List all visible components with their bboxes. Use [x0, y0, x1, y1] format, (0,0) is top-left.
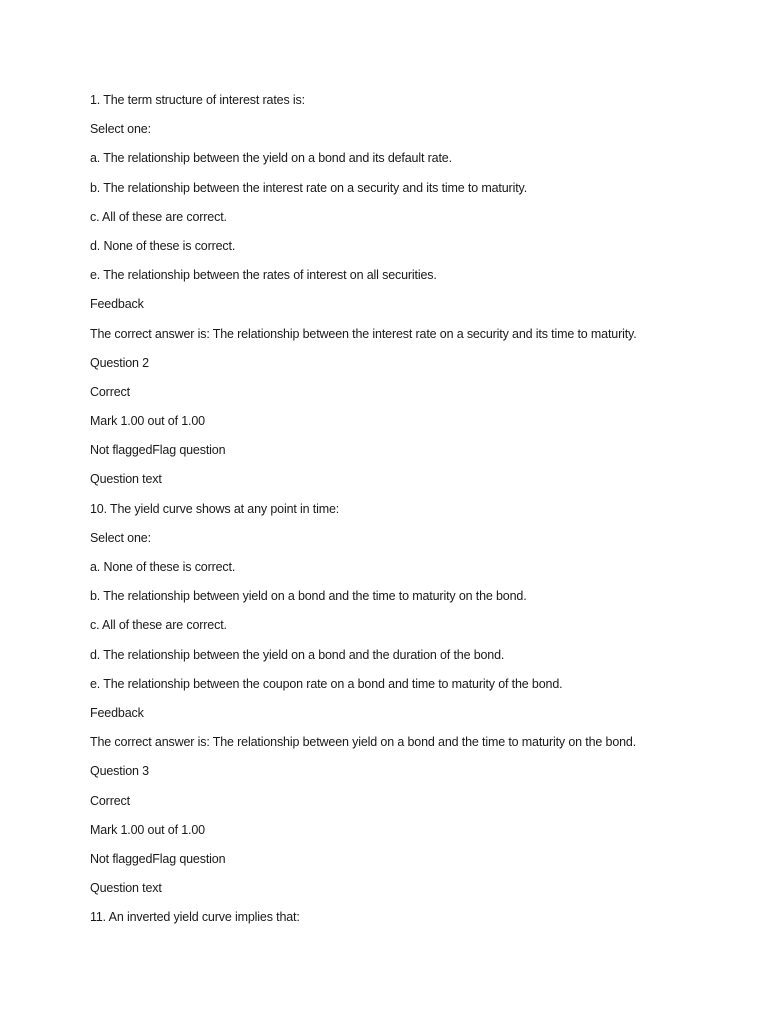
- question-1-option-b: b. The relationship between the interest rate on a security and its time to maturity.: [90, 180, 528, 195]
- question-2-text-label: Question text: [90, 472, 162, 487]
- question-1-option-a: a. The relationship between the yield on a bond and its default rate.: [90, 151, 452, 166]
- document-body: [90, 93, 730, 939]
- question-10-option-a: a. None of these is correct.: [90, 560, 236, 574]
- question-1-option-d: d. None of these is correct.: [90, 238, 236, 253]
- question-10-correct-answer: The correct answer is: The relationship between yield on a bond and the time to maturity on the bond.: [90, 735, 637, 750]
- question-3-heading: Question 3: [90, 764, 149, 779]
- question-3-status: Correct: [90, 793, 130, 808]
- question-10-option-d: d. The relationship between the yield on a bond and the duration of the bond.: [90, 647, 505, 662]
- question-10-stem: 10. The yield curve shows at any point in time:: [90, 501, 340, 516]
- question-2-mark: Mark 1.00 out of 1.00: [90, 414, 205, 429]
- question-2-heading: Question 2: [90, 355, 149, 370]
- question-10-option-e: e. The relationship between the coupon rate on a bond and time to maturity of the bond.: [90, 676, 563, 691]
- question-2-status: Correct: [90, 384, 130, 399]
- feedback-heading: Feedback: [90, 705, 144, 720]
- question-1-stem: 1. The term structure of interest rates is:: [90, 93, 305, 107]
- question-1-option-e: e. The relationship between the rates of interest on all securities.: [90, 268, 437, 283]
- question-3-mark: Mark 1.00 out of 1.00: [90, 822, 205, 837]
- question-2-flag-text: Not flaggedFlag question: [90, 443, 226, 458]
- question-3-text-label: Question text: [90, 881, 162, 896]
- question-1-option-c: c. All of these are correct.: [90, 209, 227, 224]
- question-10-option-b: b. The relationship between yield on a bond and the time to maturity on the bond.: [90, 589, 527, 604]
- select-one-label: Select one:: [90, 530, 151, 545]
- question-1-correct-answer: The correct answer is: The relationship between the interest rate on a security and its time to maturity.: [90, 326, 637, 341]
- feedback-heading: Feedback: [90, 297, 144, 312]
- question-3-flag-text: Not flaggedFlag question: [90, 851, 226, 866]
- select-one-label: Select one:: [90, 122, 151, 137]
- question-10-option-c: c. All of these are correct.: [90, 618, 227, 633]
- question-11-stem: 11. An inverted yield curve implies that:: [90, 910, 300, 925]
